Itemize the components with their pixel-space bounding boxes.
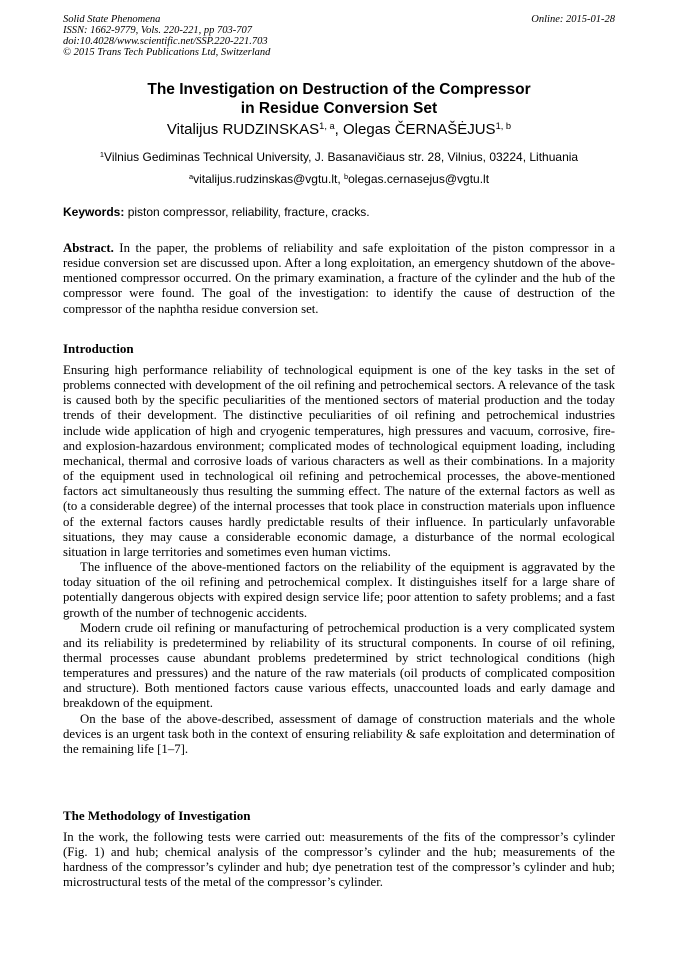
affiliation: [40, 150, 638, 165]
keywords: [63, 205, 615, 220]
title-line-1: The Investigation on Destruction of the Compressor: [147, 81, 531, 98]
author-2-affiliation-mark: 1, b: [495, 120, 512, 131]
paper-title: [63, 80, 615, 118]
title-line-2: in Residue Conversion Set: [240, 100, 438, 117]
doi-line: doi:10.4028/www.scientific.net/SSP.220-221.703: [63, 36, 268, 47]
intro-paragraph-3: Modern crude oil refining or manufacturing of petrochemical production is a very complicated system and its reliability is predetermined by reliability of its structural components. In course of oil refining, thermal processes cause abundant problems predetermined by strict technological conditions (high temperatures and pressures) and the nature of the raw materials (oil products of complicated composition and structure). Both mentioned factors cause various effects, unaccounted loads and early damage and breakdown of the equipment.: [63, 620, 615, 711]
intro-paragraph-4: On the base of the above-described, assessment of damage of construction materials and the whole devices is an urgent task both in the context of ensuring reliability & safe exploitation and determination of the remaining life [1–7].: [63, 711, 615, 756]
email-b-mark: b: [343, 171, 349, 181]
publication-metadata: [63, 14, 615, 58]
author-list: [63, 121, 615, 139]
keywords-text: piston compressor, reliability, fracture, cracks.: [124, 205, 370, 219]
journal-name: Solid State Phenomena: [63, 14, 161, 25]
abstract-text: In the paper, the problems of reliability and safe exploitation of the piston compressor in a residue conversion set are discussed upon. After a long exploitation, an emergency shutdown of the above-mentioned compressor occurred. On the primary examination, a fracture of the cylinder and the hub of the compressor were found. The goal of the investigation: to identify the cause of destruction of the compressor of the naphtha residue conversion set.: [63, 241, 615, 316]
email-a-mark: a: [188, 171, 194, 181]
online-date: Online: 2015-01-28: [531, 14, 615, 25]
section-heading-introduction: Introduction: [63, 341, 134, 356]
author-1-affiliation-mark: 1, a: [319, 120, 335, 131]
author-1: Vitalijus RUDZINSKAS: [166, 121, 320, 138]
abstract: [63, 241, 615, 317]
intro-paragraph-1: Ensuring high performance reliability of technological equipment is one of the key tasks in the set of problems connected with development of the oil refining and petrochemical sectors. A relevance of the task is caused both by the specific peculiarities of the mentioned sectors of material production and the today trends of their development. The distinctive peculiarities of oil refining and petrochemical industries include wide application of high and cryogenic temperatures, high pressures and vacuum, corrosive, fire- and explosion-hazardous environment; complicated modes of technological equipment loading, including mechanical, thermal and corrosive loads of various characters as well as their combinations. In a majority of the equipment used in technological oil refining and petrochemical processes, the above-mentioned factors act simultaneously thus resulting the summing effect. The nature of the external factors as well as (to a considerable degree) of the internal processes that took place in construction materials upon influence of the external factors causes hardly predictable results of their influence. In particularly unfavorable situations, they may cause a considerable economic damage, a disturbance of the normal ecological situation in large territories and sometimes even human victims.: [63, 363, 615, 559]
copyright-line: © 2015 Trans Tech Publications Ltd, Switzerland: [63, 47, 271, 58]
introduction-body: [63, 363, 615, 757]
email-a: vitalijus.rudzinskas@vgtu.lt: [193, 172, 338, 186]
intro-paragraph-2: The influence of the above-mentioned factors on the reliability of the equipment is aggravated by the today situation of the oil refining and petrochemical complex. It distinguishes itself for a large share of potentially dangerous objects with expired design service life; poor attention to safety problems; and a fast growth of the number of technogenic accidents.: [63, 560, 615, 620]
author-separator: ,: [334, 121, 344, 138]
methodology-paragraph: In the work, the following tests were carried out: measurements of the fits of the compressor’s cylinder (Fig. 1) and hub; chemical analysis of the compressor’s cylinder and the hub; measurements of the hardness of the compressor’s cylinder and hub; dye penetration test of the compressor’s cylinder and hub; microstructural tests of the metal of the compressor’s cylinder.: [63, 830, 615, 890]
keywords-label: Keywords:: [63, 205, 125, 219]
author-emails: [63, 172, 615, 187]
methodology-body: [63, 830, 615, 891]
email-separator: ,: [337, 172, 344, 186]
author-2: Olegas ČERNAŠĖJUS: [343, 121, 496, 138]
email-b: olegas.cernasejus@vgtu.lt: [348, 172, 490, 186]
issn-line: ISSN: 1662-9779, Vols. 220-221, pp 703-707: [63, 25, 252, 36]
abstract-label: Abstract.: [63, 241, 114, 255]
affiliation-mark: 1: [99, 149, 105, 159]
affiliation-text: Vilnius Gediminas Technical University, J. Basanavičiaus str. 28, Vilnius, 03224, Lithuania: [104, 150, 579, 164]
section-heading-methodology: The Methodology of Investigation: [63, 808, 251, 823]
